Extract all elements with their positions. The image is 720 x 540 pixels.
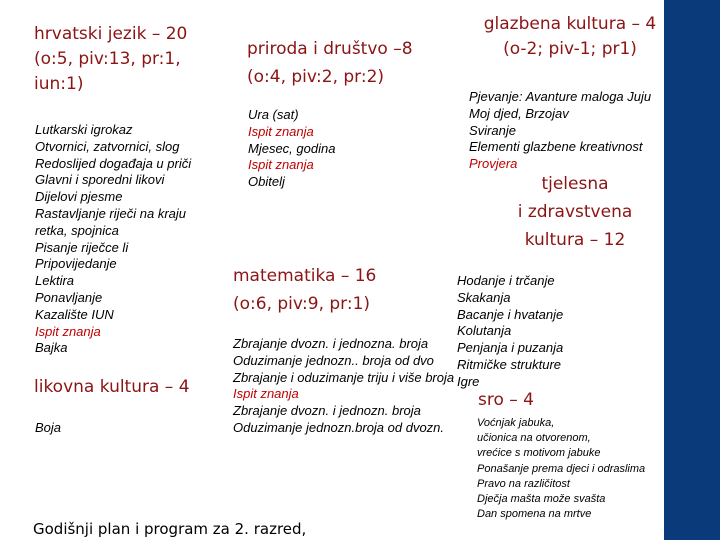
list-item: Ispit znanja	[248, 157, 314, 173]
list-item: retka, spojnica	[35, 222, 119, 238]
list-item: Pjevanje: Avanture maloga Juju	[469, 89, 652, 104]
hrvatski-title-line: hrvatski jezik – 20	[34, 24, 188, 44]
list-item: Ponašanje prema djeci i odraslima	[477, 462, 646, 475]
list-item: Ispit znanja	[248, 123, 314, 139]
tjelesna-title-line: i zdravstvena	[517, 202, 633, 222]
glazbena-topic-list	[469, 89, 664, 173]
priroda-title	[247, 35, 413, 91]
list-item: Pravo na različitost	[477, 477, 570, 490]
list-item: Oduzimanje jednozn.. broja od dvo	[233, 352, 434, 368]
list-item: Zbrajanje dvozn. i jednozna. broja	[233, 336, 429, 351]
list-item: Bacanje i hvatanje	[457, 306, 564, 322]
tjelesna-title	[480, 170, 670, 254]
list-item: vrećice s motivom jabuke	[477, 447, 601, 460]
list-item: Penjanja i puzanja	[457, 340, 564, 356]
matematika-title	[233, 262, 376, 318]
priroda-title-line: (o:4, piv:2, pr:2)	[247, 67, 385, 87]
footer-text: Godišnji plan i program za 2. razred,	[33, 520, 307, 538]
list-item: Kazalište IUN	[35, 306, 114, 322]
list-item: Boja	[35, 420, 62, 435]
tjelesna-topic-list	[457, 273, 563, 391]
list-item: Kolutanja	[457, 323, 512, 339]
tjelesna-title-line: tjelesna	[541, 174, 609, 194]
list-item: Sviranje	[469, 122, 516, 138]
likovna-title: likovna kultura – 4	[34, 377, 190, 397]
list-item: Ura (sat)	[248, 107, 299, 122]
list-item: Voćnjak jabuka,	[477, 417, 555, 429]
list-item: Bajka	[35, 340, 68, 356]
list-item: Pripovijedanje	[35, 256, 117, 272]
list-item: Elementi glazbene kreativnost	[469, 139, 643, 155]
priroda-topic-list	[248, 107, 335, 191]
list-item: Lutkarski igrokaz	[35, 122, 133, 137]
list-item: Moj djed, Brzojav	[469, 105, 569, 121]
list-item: Ritmičke strukture	[457, 356, 562, 372]
matematika-title-line: matematika – 16	[233, 266, 377, 286]
glazbena-title-line: (o-2; piv-1; pr1)	[503, 39, 637, 59]
list-item: Ponavljanje	[35, 289, 103, 305]
list-item: Obitelj	[248, 174, 285, 190]
matematika-title-line: (o:6, piv:9, pr:1)	[233, 294, 371, 314]
list-item: Glavni i sporedni likovi	[35, 172, 165, 188]
list-item: Ispit znanja	[233, 386, 299, 402]
matematika-topic-list	[233, 336, 454, 437]
likovna-topic-list	[35, 420, 61, 437]
list-item: Dan spomena na mrtve	[477, 508, 592, 521]
sro-title: sro – 4	[478, 390, 534, 410]
list-item: Otvornici, zatvornici, slog	[35, 138, 180, 154]
list-item: Hodanje i trčanje	[457, 273, 555, 288]
list-item: Dječja mašta može svašta	[477, 493, 606, 506]
list-item: učionica na otvorenom,	[477, 432, 591, 445]
list-item: Mjesec, godina	[248, 140, 336, 156]
sro-topic-list	[477, 416, 645, 522]
list-item: Provjera	[469, 156, 518, 172]
list-item: Skakanja	[457, 289, 511, 305]
hrvatski-title-line: iun:1)	[34, 74, 84, 94]
list-item: Ispit znanja	[35, 323, 101, 339]
list-item: Dijelovi pjesme	[35, 189, 123, 205]
list-item: Lektira	[35, 273, 75, 289]
list-item: Oduzimanje jednozn.broja od dvozn.	[233, 419, 445, 435]
hrvatski-topic-list	[35, 122, 191, 357]
list-item: Rastavljanje riječi na kraju	[35, 205, 187, 221]
list-item: Redoslijed događaja u priči	[35, 155, 192, 171]
hrvatski-title	[34, 22, 187, 97]
list-item: Pisanje riječce li	[35, 239, 129, 255]
list-item: Igre	[457, 373, 480, 389]
tjelesna-title-line: kultura – 12	[524, 230, 626, 250]
list-item: Zbrajanje dvozn. i jednozn. broja	[233, 403, 421, 419]
glazbena-title-line: glazbena kultura – 4	[483, 14, 657, 34]
hrvatski-title-line: (o:5, piv:13, pr:1,	[34, 49, 181, 69]
list-item: Zbrajanje i oduzimanje triju i više broja	[233, 369, 455, 385]
glazbena-title	[470, 12, 670, 62]
right-sidebar-bar	[664, 0, 720, 540]
priroda-title-line: priroda i društvo –8	[247, 39, 413, 59]
